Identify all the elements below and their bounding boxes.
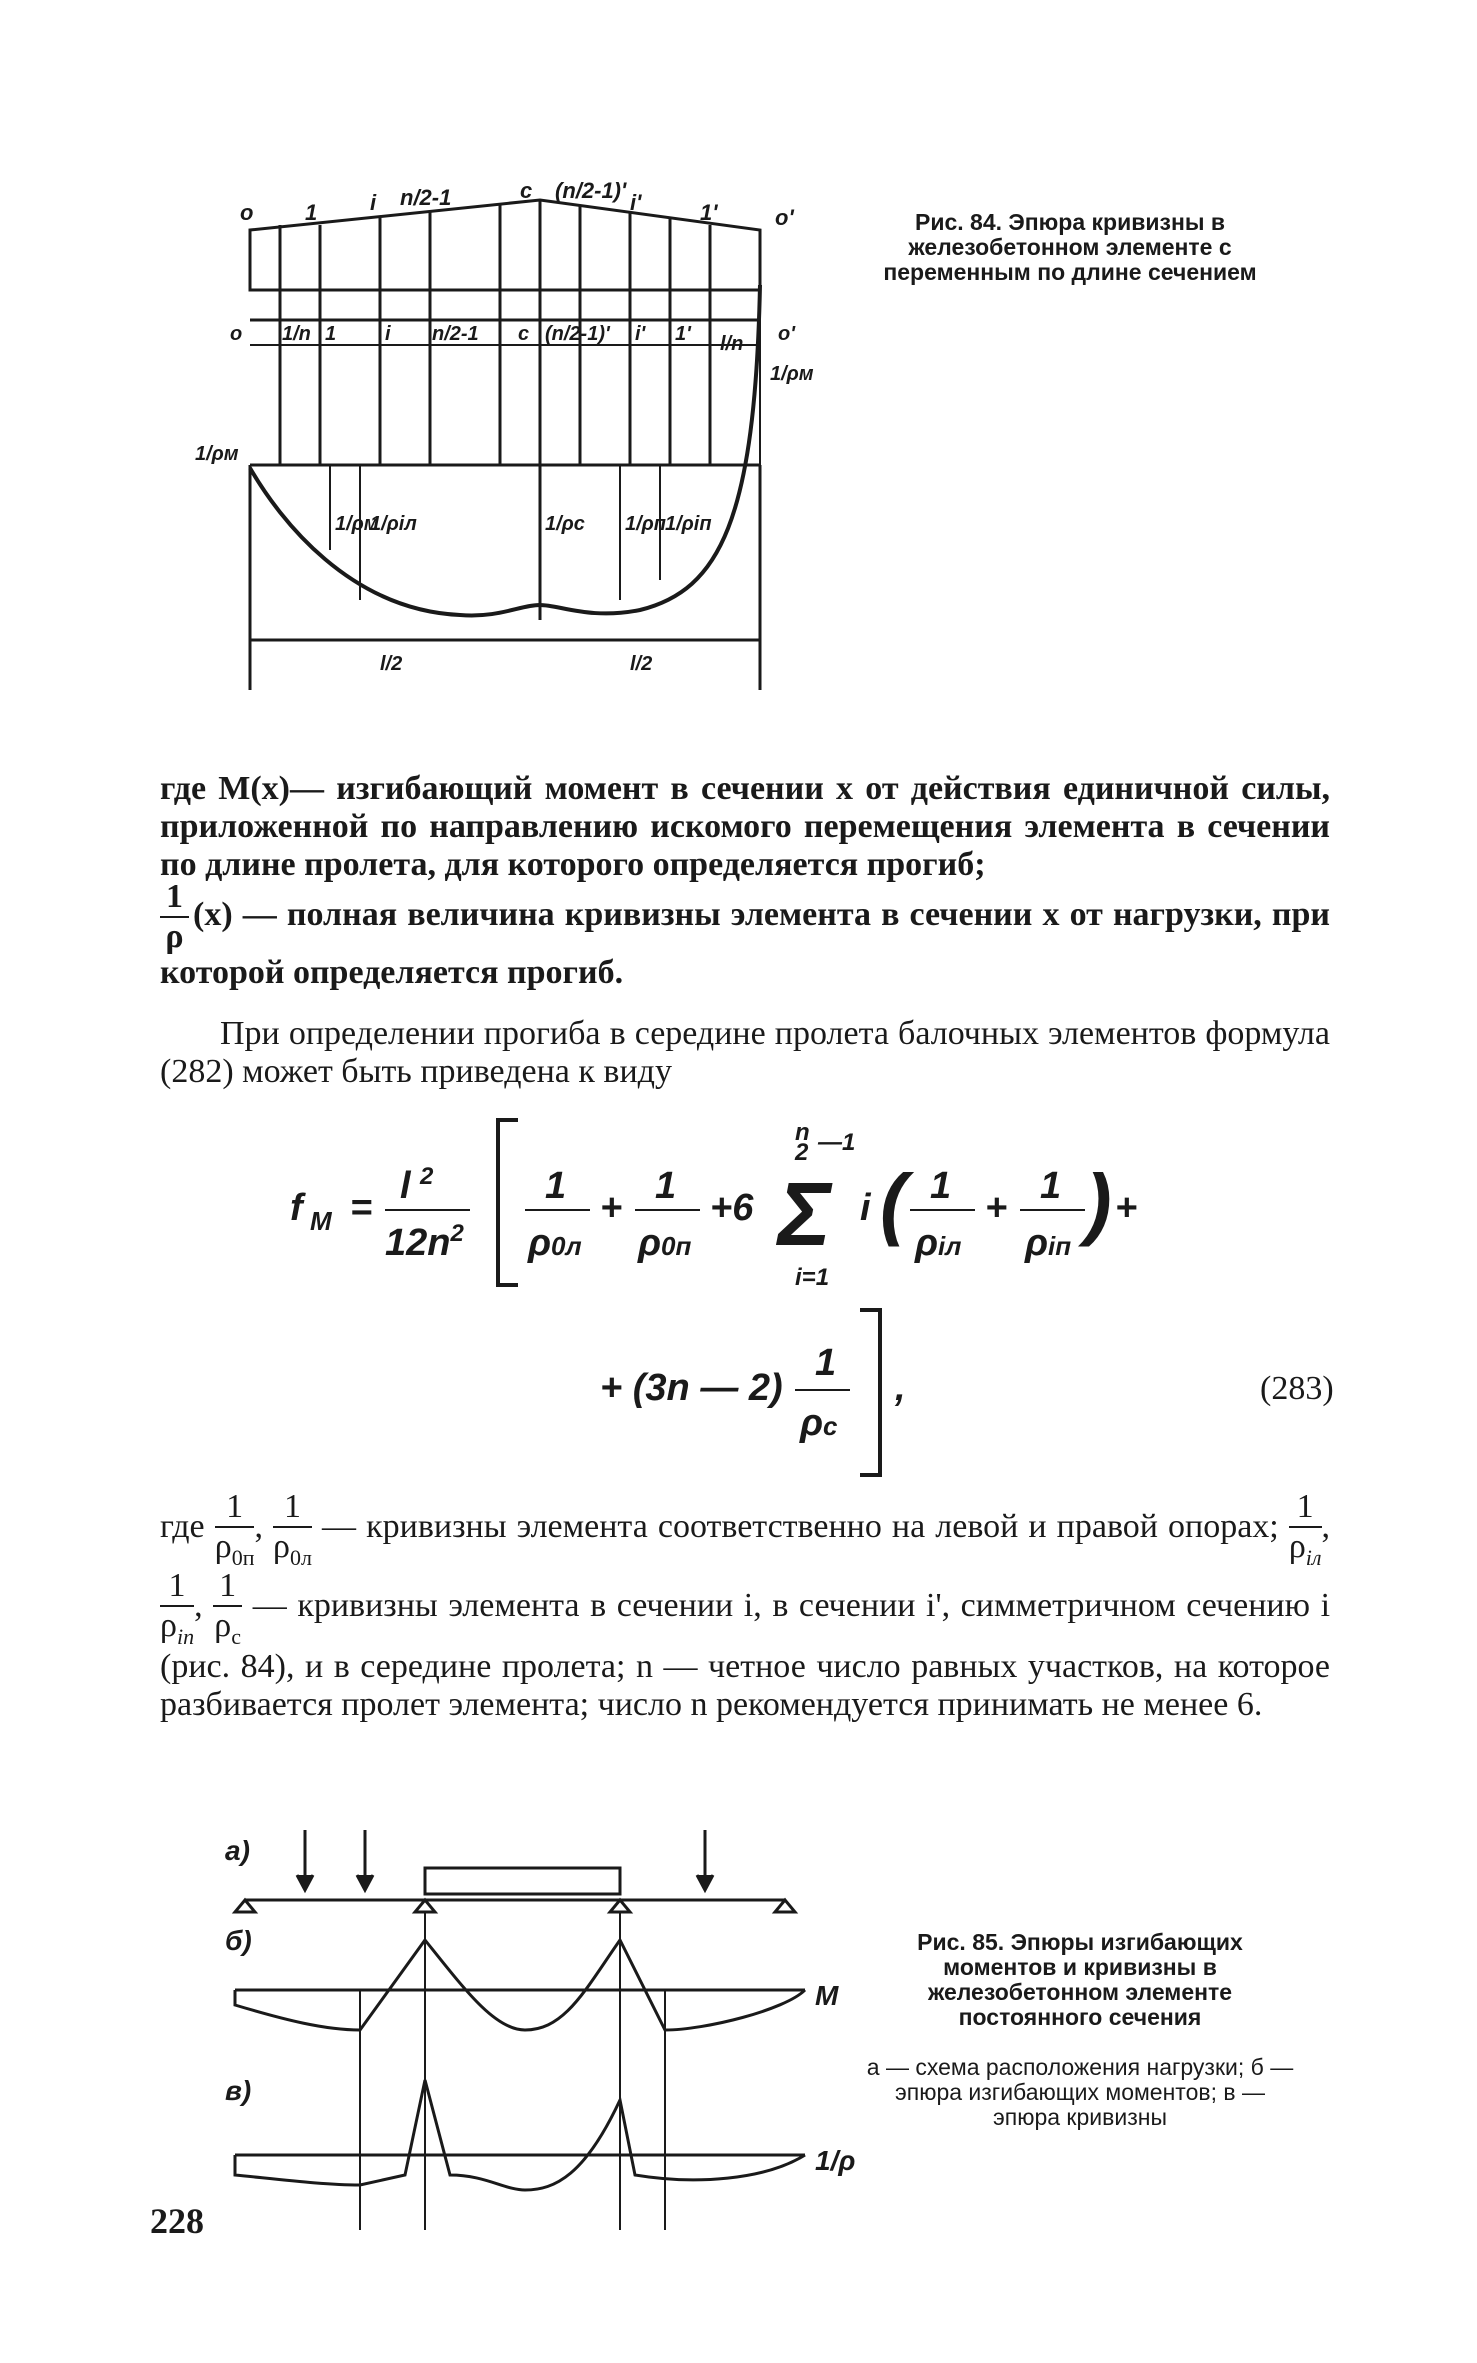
paragraph-1: где M(x)— изгибающий момент в сечении x от действия единичной силы, приложенной по направлению искомого перемещения элемента в сечении по длине пролета, для которого определяется прогиб; [160, 770, 1330, 883]
fig84-mid-label: i [385, 323, 391, 345]
svg-text:1: 1 [815, 1342, 837, 1384]
fig84-curv-label: 1/ρп [625, 513, 667, 535]
fig84-mid-label: 1/n [282, 323, 311, 345]
moment-diagram [235, 1940, 805, 2030]
svg-text:i: i [860, 1187, 871, 1229]
svg-text:+6: +6 [710, 1187, 754, 1229]
svg-text:—1: —1 [818, 1129, 856, 1156]
fraction-1-rho-0l: $\frac{1}{\rho_{0л}}$ [273, 1488, 312, 1570]
fig84-half-right: l/2 [630, 653, 653, 675]
svg-text:1: 1 [655, 1165, 677, 1207]
fig84-mid-label: c [518, 323, 530, 345]
fig84-mid-label: (n/2-1)' [545, 323, 610, 345]
fig84-top-label: i' [630, 190, 642, 215]
paragraph-1-cont [160, 880, 1330, 992]
fig85-label-rho: 1/ρ [815, 2145, 856, 2176]
fraction-1-over-rho: $\frac{1}{\rho}$ [160, 880, 189, 954]
fig84-mid-label: n/2-1 [432, 323, 479, 345]
svg-text:12n2: $12n^2$ [385, 1220, 464, 1264]
paragraph-1-cont-text: (x) — полная величина кривизны элемента в сечении x от нагрузки, при которой определяется прогиб. [160, 895, 1330, 991]
svg-text:+: + [985, 1187, 1008, 1229]
fig84-mid-label: l/n [720, 333, 744, 355]
fig84-mid-label: 1' [675, 323, 691, 345]
fig84-top-label: 1' [700, 200, 718, 225]
svg-text:=: = [350, 1187, 373, 1229]
fig84-curv-label: 1/ρc [545, 513, 585, 535]
fraction-1-rho-in: $\frac{1}{\rho_{iп}}$ [160, 1566, 195, 1649]
figure-85 [225, 1830, 856, 2260]
svg-text:(: ( [880, 1158, 907, 1247]
fig84-caption: Рис. 84. Эпюра кривизны в железобетонном элементе с переменным по длине сечением [883, 209, 1257, 285]
fig84-mid-label: o' [778, 323, 795, 345]
fig84-top-label: i [370, 190, 377, 215]
svg-text:): ) [1085, 1158, 1112, 1247]
svg-text:ρiп: ρiп [1025, 1222, 1072, 1264]
fig85-label-M: M [815, 1980, 839, 2011]
fig84-curv-label: 1/ρм [335, 513, 379, 535]
svg-text:i=1: i=1 [795, 1264, 830, 1291]
paragraph-3: где $\frac{1}{\rho_{0п}}$ , $\frac{1}{\rho_{0л}}$ — кривизны элемента соответственно на левой и правой опорах; $\frac{1}{\rho_{iл}}$ , $\frac{1}{\rho_{iп}}$ , $\frac{1}{\rho_c}$ — кривизны элемента в сечении i, в сечении i', симметричном сечению i (рис. 84), и в середине пролета; n — четное число равных участков, на которое разбивается пролет элемента; число n рекомендуется принимать не менее 6. [160, 1488, 1331, 1723]
svg-text:ρiл: ρiл [915, 1222, 962, 1264]
fig84-curv-label: 1/ρiп [665, 513, 712, 535]
curvature-diagram [235, 2080, 805, 2190]
fig84-top-label: o' [775, 205, 794, 230]
fig85-caption-sub: а — схема расположения нагрузки; б — эпюра изгибающих моментов; в — эпюра кривизны [866, 2054, 1294, 2130]
fig84-top-label: (n/2-1)' [555, 178, 627, 203]
fig84-mid-label: 1 [325, 323, 337, 345]
svg-text:+: + [1115, 1187, 1138, 1229]
fraction-1-rho-0n: $\frac{1}{\rho_{0п}}$ [214, 1488, 255, 1570]
fig84-mid-label: o [230, 323, 243, 345]
svg-text:1: 1 [1040, 1165, 1062, 1207]
fig84-curv-left: 1/ρм [195, 443, 239, 465]
fig84-curv-right: 1/ρм [770, 363, 814, 385]
svg-text:ρ0п: ρ0п [638, 1222, 692, 1264]
svg-text:1: 1 [930, 1165, 952, 1207]
fig85-label-b: б) [225, 1925, 252, 1956]
svg-text:+: + [600, 1187, 623, 1229]
fig84-mid-label: i' [635, 323, 646, 345]
fraction-1-rho-il: $\frac{1}{\rho_{iл}}$ [1288, 1488, 1322, 1570]
fig84-top-label: o [240, 200, 254, 225]
svg-text:ρ0л: ρ0л [528, 1222, 582, 1264]
fig85-caption: Рис. 85. Эпюры изгибающих моментов и кривизны в железобетонном элементе постоянного сечения [917, 1929, 1243, 2030]
fig85-label-v: в) [225, 2075, 252, 2106]
fig84-top-label: 1 [305, 200, 318, 225]
fig84-top-label: c [520, 178, 533, 203]
paragraph-2: При определении прогиба в середине пролета балочных элементов формула (282) может быть приведена к виду [160, 1015, 1330, 1090]
svg-text:n: n [795, 1119, 810, 1146]
fig85-label-a: а) [225, 1835, 250, 1866]
fig84-half-left: l/2 [380, 653, 403, 675]
page-number: 228 [150, 2201, 204, 2241]
svg-text:Σ: Σ [778, 1165, 832, 1265]
svg-text:ρc: ρc [800, 1402, 838, 1444]
svg-text:l: l [400, 1165, 411, 1207]
fig84-curv-label: 1/ρiл [370, 513, 417, 535]
figure-84 [195, 178, 820, 700]
svg-text:2: 2 [420, 1163, 434, 1190]
svg-text:f: f [290, 1187, 303, 1229]
beam-outline [250, 200, 760, 290]
svg-text:,: , [895, 1367, 906, 1409]
formula-283 [270, 1110, 1350, 1480]
svg-text:2: 2 [795, 1139, 809, 1166]
svg-text:M: M [310, 1206, 332, 1236]
svg-text:+ (3n — 2): + (3n — 2) [600, 1367, 783, 1409]
fraction-1-rho-c: $\frac{1}{\rho_c}$ [214, 1566, 242, 1649]
equation-number: (283) [1260, 1370, 1334, 1407]
fig84-top-label: n/2-1 [400, 185, 452, 210]
svg-text:1: 1 [545, 1165, 567, 1207]
